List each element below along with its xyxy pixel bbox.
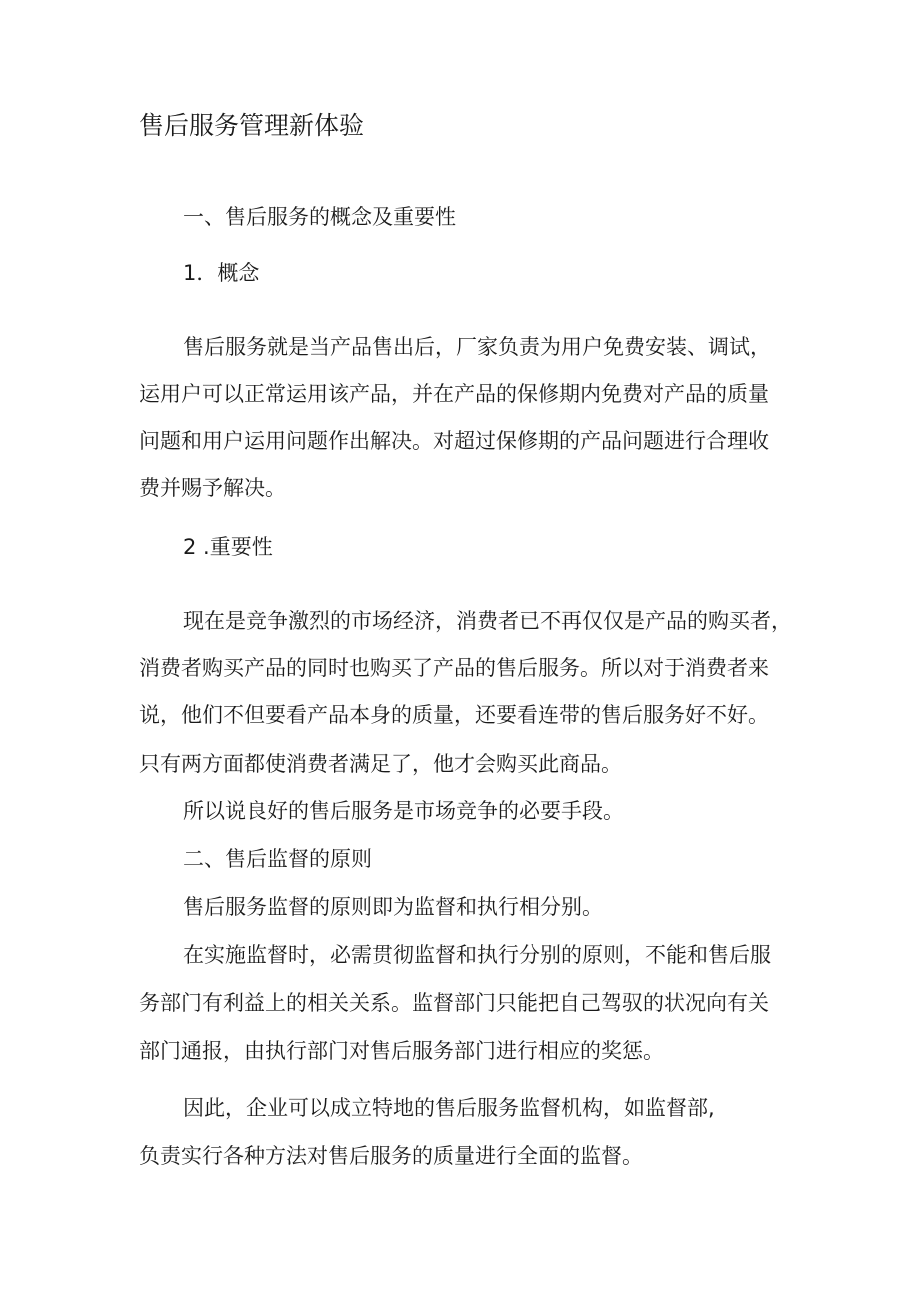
section-1-heading: 一、售后服务的概念及重要性 (183, 205, 456, 229)
paragraph-line: 现在是竞争激烈的市场经济，消费者已不再仅仅是产品的购买者， (183, 609, 792, 633)
paragraph-line: 在实施监督时，必需贯彻监督和执行分别的原则，不能和售后服 (183, 943, 771, 967)
paragraph-line: 负责实行各种方法对售后服务的质量进行全面的监督。 (139, 1144, 643, 1168)
paragraph-line: 运用户可以正常运用该产品，并在产品的保修期内免费对产品的质量 (139, 382, 769, 406)
paragraph-line: 所以说良好的售后服务是市场竞争的必要手段。 (183, 799, 624, 823)
document-title: 售后服务管理新体验 (139, 111, 365, 140)
subsection-2-heading: 2 .重要性 (183, 535, 273, 559)
paragraph-line: 说，他们不但要看产品本身的质量，还要看连带的售后服务好不好。 (139, 703, 769, 727)
paragraph-line: 因此，企业可以成立特地的售后服务监督机构，如监督部, (183, 1096, 715, 1120)
subsection-1-heading: 1．概念 (183, 261, 260, 285)
paragraph-line: 售后服务监督的原则即为监督和执行相分别。 (183, 895, 603, 919)
section-2-heading: 二、售后监督的原则 (183, 847, 372, 871)
paragraph-line: 只有两方面都使消费者满足了，他才会购买此商品。 (139, 752, 622, 776)
paragraph-line: 问题和用户运用问题作出解决。对超过保修期的产品问题进行合理收 (139, 429, 769, 453)
paragraph-line: 务部门有利益上的相关关系。监督部门只能把自己驾驭的状况向有关 (139, 991, 769, 1015)
paragraph-line: 售后服务就是当产品售出后，厂家负责为用户免费安装、调试， (183, 335, 771, 359)
paragraph-line: 部门通报，由执行部门对售后服务部门进行相应的奖惩。 (139, 1039, 664, 1063)
paragraph-line: 消费者购买产品的同时也购买了产品的售后服务。所以对于消费者来 (139, 656, 769, 680)
paragraph-line: 费并赐予解决。 (139, 476, 286, 500)
